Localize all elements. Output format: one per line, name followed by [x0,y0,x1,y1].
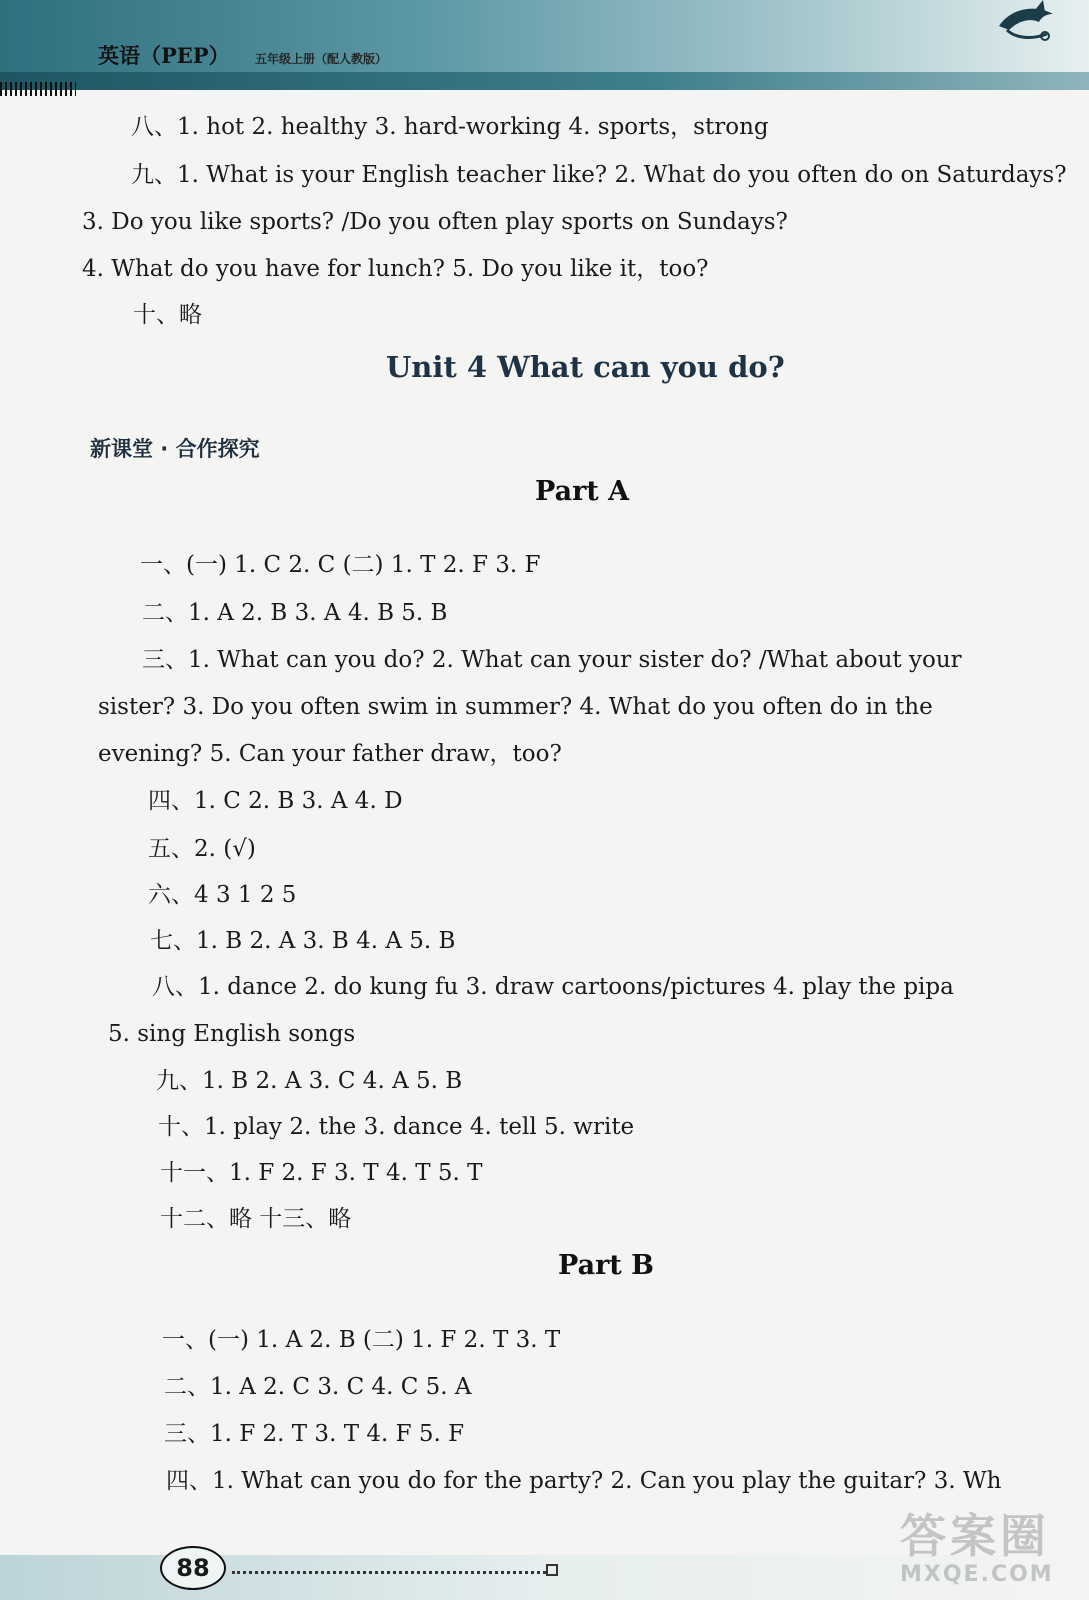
part-b-line: 三、1. F 2. T 3. T 4. F 5. F [164,1421,465,1447]
part-a-line: 二、1. A 2. B 3. A 4. B 5. B [142,600,448,626]
part-a-title: Part A [535,476,630,507]
answer-line: 4. What do you have for lunch? 5. Do you like it，too? [82,256,709,282]
part-a-line: 5. sing English songs [108,1021,356,1047]
part-a-line: 十一、1. F 2. F 3. T 4. T 5. T [160,1160,483,1186]
footer-square-icon [546,1564,558,1576]
part-a-line: 十二、略 十三、略 [160,1206,352,1232]
watermark-logo [900,1500,1080,1595]
part-b-line: 二、1. A 2. C 3. C 4. C 5. A [164,1374,472,1400]
part-a-line: 七、1. B 2. A 3. B 4. A 5. B [150,928,456,954]
part-a-line: 三、1. What can you do? 2. What can your sister do? /What about your [142,647,962,673]
part-a-line: 一、(一) 1. C 2. C (二) 1. T 2. F 3. F [140,552,541,578]
part-b-title: Part B [558,1250,654,1281]
grade-label: 五年级上册（配人教版） [255,52,388,66]
part-b-line: 一、(一) 1. A 2. B (二) 1. F 2. T 3. T [162,1327,561,1353]
answer-line: 十、略 [133,302,202,328]
answer-line: 八、1. hot 2. healthy 3. hard-working 4. sports，strong [131,114,769,140]
watermark-url: MXQE.COM [900,1562,1054,1587]
part-a-line: sister? 3. Do you often swim in summer? 4. What do you often do in the [98,694,933,720]
part-a-line: 六、4 3 1 2 5 [148,882,297,908]
page-number: 88 [160,1546,226,1590]
footer-dotted-line [232,1571,546,1574]
header-ticks [0,82,76,96]
part-a-line: 十、1. play 2. the 3. dance 4. tell 5. write [158,1114,635,1140]
part-a-line: evening? 5. Can your father draw，too? [98,741,562,767]
dolphin-icon [995,0,1061,46]
part-b-line: 四、1. What can you do for the party? 2. Can you play the guitar? 3. Wh [166,1468,1002,1494]
part-a-line: 八、1. dance 2. do kung fu 3. draw cartoons/pictures 4. play the pipa [152,974,954,1000]
section-title: 新课堂 · 合作探究 [90,437,260,461]
part-a-line: 五、2. (√) [148,836,256,862]
subject-label: 英语（PEP） [98,43,230,68]
watermark-text: 答案圈 [900,1509,1050,1563]
header-band [0,72,1089,90]
part-a-line: 九、1. B 2. A 3. C 4. A 5. B [156,1068,463,1094]
unit-title: Unit 4 What can you do? [386,350,785,384]
answer-line: 3. Do you like sports? /Do you often play sports on Sundays? [82,209,788,235]
part-a-line: 四、1. C 2. B 3. A 4. D [148,788,403,814]
answer-line: 九、1. What is your English teacher like? 2. What do you often do on Saturdays? [131,162,1067,188]
